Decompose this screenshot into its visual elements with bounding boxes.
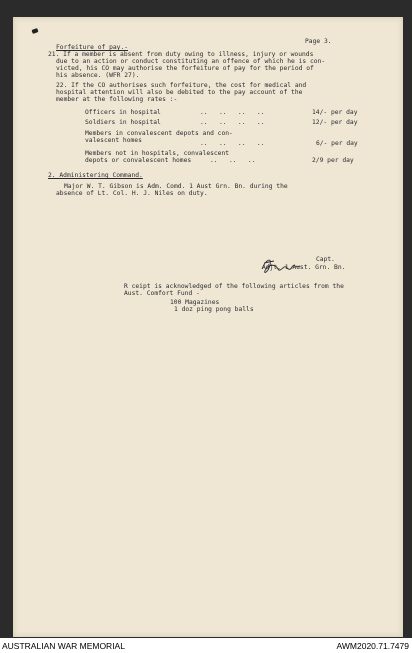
rate-officers-dots: .. .. .. ..: [200, 109, 265, 116]
rate-officers-label: Officers in hospital: [85, 109, 161, 116]
para21-line3: victed, his CO may authorise the forfeiture of pay for the period of: [56, 65, 314, 72]
para22-line1: 22. If the CO authorises such forfeiture, the cost for medical and: [56, 82, 307, 89]
rate-convalescent-dots: .. .. .. ..: [200, 140, 265, 147]
signature-rank: Capt.: [316, 256, 335, 263]
admin-text-line2: absence of Lt. Col. H. J. Niles on duty.: [56, 190, 208, 197]
signature-title: Adjt. 1 Aust. Grn. Bn.: [262, 264, 346, 271]
footer-accession-number: AWM2020.71.7479: [336, 641, 409, 651]
admin-heading: 2. Administering Command.: [48, 172, 143, 179]
rate-other-label2: depots or convalescent homes: [85, 157, 192, 164]
rate-officers-value: 14/- per day: [312, 109, 358, 116]
rate-convalescent-label: Members in convalescent depots and con-: [85, 130, 233, 137]
receipt-line2: Aust. Comfort Fund -: [124, 290, 200, 297]
para21-line1: 21. If a member is absent from duty owing to illness, injury or wounds: [48, 51, 314, 58]
para22-line3: member at the following rates :-: [56, 96, 178, 103]
footer-institution: AUSTRALIAN WAR MEMORIAL: [2, 641, 125, 651]
rate-convalescent-value: 6/- per day: [316, 140, 358, 147]
rate-soldiers-value: 12/- per day: [312, 119, 358, 126]
para22-line2: hospital attention will also be debited to the pay account of the: [56, 89, 303, 96]
admin-text-line1: Major W. T. Gibson is Adm. Comd. 1 Aust Grn. Bn. during the: [64, 183, 288, 190]
page-number: Page 3.: [305, 38, 332, 45]
rate-other-value: 2/9 per day: [312, 157, 354, 164]
rate-soldiers-dots: .. .. .. ..: [200, 119, 265, 126]
rate-other-dots: .. .. ..: [210, 157, 256, 164]
rate-soldiers-label: Soldiers in hospital: [85, 119, 161, 126]
article-magazines: 100 Magazines: [170, 299, 220, 306]
receipt-line1: R ceipt is acknowledged of the following articles from the: [124, 283, 344, 290]
article-ping-pong: 1 doz ping pong balls: [174, 306, 254, 313]
para21-line4: his absence. (WFR 27).: [56, 72, 140, 79]
rate-convalescent-label2: valescent homes: [85, 137, 142, 144]
forfeiture-heading: Forfeiture of pay.-: [56, 44, 129, 51]
rate-other-label: Members not in hospitals, convalescent: [85, 150, 230, 157]
para21-line2: due to an action or conduct constituting an offence of which he is con-: [56, 58, 326, 65]
